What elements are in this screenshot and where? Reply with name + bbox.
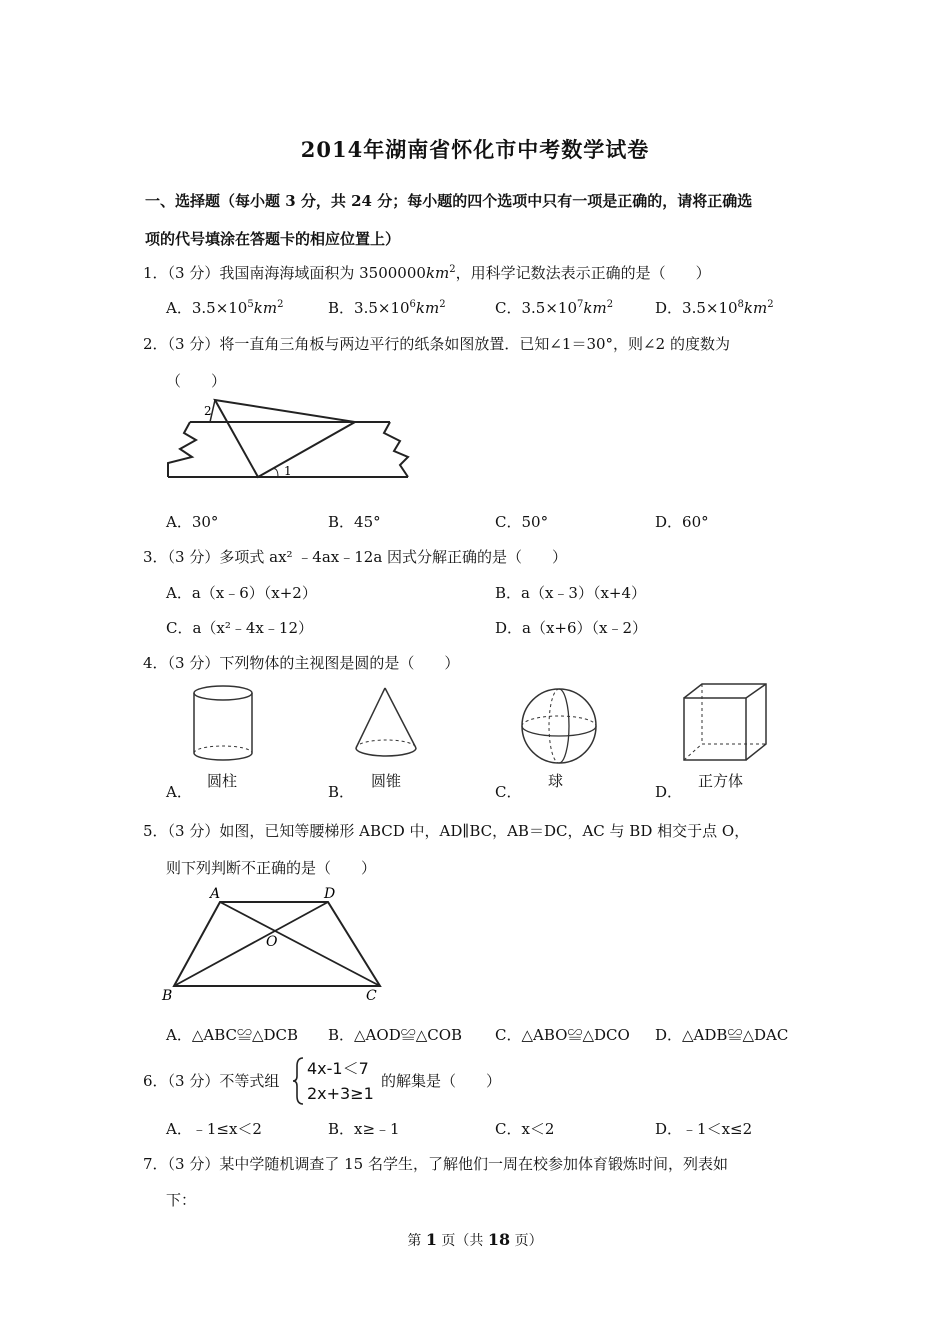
q4-option-a[interactable]: A． [166,783,192,801]
q5-option-d[interactable]: D．△ADB≌△DAC [655,1026,789,1044]
q1-text-a: 我国南海海域面积为 3500000 [219,264,426,282]
q5-text-line2: 则下列判断不正确的是（ ） [166,859,377,877]
q6-option-c[interactable]: C．x＜2 [495,1120,555,1138]
sphere-figure [518,685,600,767]
q4-option-d[interactable]: D． [655,783,683,801]
q4-option-c[interactable]: C． [495,783,522,801]
q1-unit: km [425,264,450,282]
q1-option-c[interactable]: C．$3.5\times 10^7km^2$ [495,299,614,317]
cone-figure [352,685,422,765]
q1-option-b[interactable]: B．$3.5\times 10^6km^2$ [328,299,446,317]
q2-figure [160,395,420,485]
q6-brace [291,1056,305,1106]
question-1 [143,262,711,283]
question-3: 3．（3 分）多项式 ax² ﹣4ax﹣12a 因式分解正确的是（ ） [143,548,568,566]
q6-text-a: 不等式组 [219,1072,280,1090]
point-o-label: O [266,934,278,950]
cylinder-figure [188,683,258,767]
q1-score: （3 分） [167,264,220,282]
q5-trapezoid-figure [158,880,388,1005]
q1-text-b: ，用科学记数法表示正确的是（ ） [455,264,711,282]
q3-option-b[interactable]: B．a（x﹣3）（x+4） [495,584,647,602]
q2-angle-2-label: 2 [204,404,212,418]
section-heading-line1: 一、选择题（每小题 3 分，共 24 分；每小题的四个选项中只有一项是正确的，请将正确选 [145,192,753,210]
page-title: 2014年湖南省怀化市中考数学试卷 [300,137,650,162]
q2-option-b[interactable]: B．45° [328,513,381,531]
q5-option-b[interactable]: B．△AOD≌△COB [328,1026,463,1044]
q6-option-a[interactable]: A．﹣1≤x＜2 [166,1120,262,1138]
q5-option-c[interactable]: C．△ABO≌△DCO [495,1026,630,1044]
q4-text: 下列物体的主视图是圆的是（ ） [219,654,460,672]
page-total: 18 [487,1230,511,1249]
point-b-label: B [162,988,173,1004]
q6-inequality-1: 4x-1＜7 [307,1059,369,1078]
q6-text-b: 的解集是（ ） [381,1072,502,1090]
q6-inequality-2: 2x+3≥1 [307,1084,374,1103]
question-4: 4．（3 分）下列物体的主视图是圆的是（ ） [143,654,460,672]
q2-option-c[interactable]: C．50° [495,513,549,531]
q2-option-d[interactable]: D．60° [655,513,709,531]
q3-option-d[interactable]: D．a（x+6）（x﹣2） [495,619,648,637]
q5-option-a[interactable]: A．△ABC≌△DCB [166,1026,299,1044]
section-heading-line2: 项的代号填涂在答题卡的相应位置上） [145,230,401,248]
question-6: 6．（3 分）不等式组 [143,1072,280,1090]
q6-option-d[interactable]: D．﹣1＜x≤2 [655,1120,753,1138]
q2-angle-1-label: 1 [284,464,292,478]
q1-option-a[interactable]: A．$3.5\times 10^5km^2$ [166,299,284,317]
q4-option-b[interactable]: B． [328,783,355,801]
page-footer: 第 1 页（共 18 页） [407,1230,543,1249]
q7-text: 某中学随机调查了 15 名学生，了解他们一周在校参加体育锻炼时间，列表如 [219,1155,728,1173]
q4-caption-d: 正方体 [698,772,744,790]
q3-option-c[interactable]: C．a（x²﹣4x﹣12） [166,619,313,637]
q2-text: 将一直角三角板与两边平行的纸条如图放置．已知∠1＝30°，则∠2 的度数为 [219,335,730,353]
question-7: 7．（3 分）某中学随机调查了 15 名学生，了解他们一周在校参加体育锻炼时间，列表如 [143,1155,728,1173]
q4-caption-b: 圆锥 [371,772,402,790]
q7-text-line2: 下： [166,1191,197,1209]
q5-text: 如图，已知等腰梯形 ABCD 中，AD∥BC，AB＝DC，AC 与 BD 相交于点 O， [219,822,750,840]
question-2: 2．（3 分）将一直角三角板与两边平行的纸条如图放置．已知∠1＝30°，则∠2 的度数为 [143,335,730,353]
cube-figure [680,680,772,765]
q4-caption-a: 圆柱 [207,772,238,790]
page-number: 1 [425,1230,437,1249]
q2-paren: （ ） [166,372,227,390]
q1-unit-sq: 2 [449,264,456,275]
point-a-label: A [210,886,221,902]
q6-option-b[interactable]: B．x≥﹣1 [328,1120,400,1138]
q2-option-a[interactable]: A．30° [166,513,219,531]
point-d-label: D [324,886,336,902]
q1-number: 1． [143,264,168,282]
question-5: 5．（3 分）如图，已知等腰梯形 ABCD 中，AD∥BC，AB＝DC，AC 与 BD 相交于点 O， [143,822,750,840]
point-c-label: C [366,988,377,1004]
q1-option-d[interactable]: D．$3.5\times 10^8km^2$ [655,299,774,317]
q3-option-a[interactable]: A．a（x﹣6）（x+2） [166,584,317,602]
q3-text: 多项式 ax² ﹣4ax﹣12a 因式分解正确的是（ ） [219,548,568,566]
q4-caption-c: 球 [548,772,564,790]
